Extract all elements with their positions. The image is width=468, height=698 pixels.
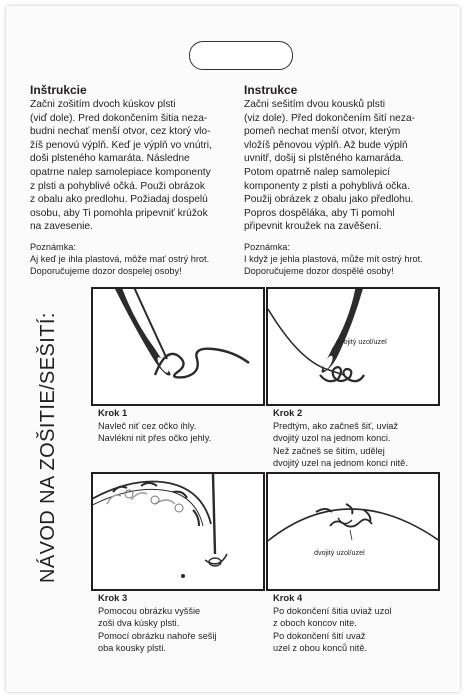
step-2	[273, 407, 448, 469]
instructions-heading-sk: Inštrukcie	[30, 83, 87, 97]
instructions-body-sk: Začni zošitím dvoch kúskov plsti (viď dole). Pred dokončením šitia neza- budni nechať menší otvor, cez ktorý vlo- žíš penovú výplň. Keď je výplň vo vnútri, doši plsteného kamaráta. Následne opatrne nalep samolepiace komponenty z plsti a pohyblivé očká. Použi obrázok z obalu ako predlohu. Požiadaj dospelú osobu, aby Ti pomohla pripevniť krúžok na zavesenie.	[30, 99, 212, 233]
instructions-czech	[244, 83, 449, 278]
instructions-heading-cz: Instrukce	[244, 83, 298, 97]
step1-illustration	[91, 287, 265, 406]
step2-illustration	[266, 287, 440, 406]
needle-threading-icon	[93, 289, 263, 404]
step-2-text: Predtým, ako začneš šiť, uviaž dvojitý uzol na jednom konci. Než začneš se šitím, udělej dvojitý uzel na jednom konci nitě.	[273, 421, 408, 468]
step-1	[98, 407, 273, 445]
note-text-cz: I když je jehla plastová, může mít ostrý hrot. Doporučujeme dozor dospělé osoby!	[244, 253, 423, 277]
hang-hole	[189, 41, 293, 70]
finishing-knot-icon	[268, 474, 438, 589]
note-text-sk: Aj keď je ihla plastová, môže mať ostrý hrot. Doporučujeme dozor dospelej osoby!	[30, 253, 210, 277]
step4-illustration	[266, 472, 440, 591]
step-3	[98, 592, 273, 654]
double-knot-label: dvojitý uzol/uzel	[336, 337, 387, 346]
step-3-text: Pomocou obrázku vyššie zoši dva kúsky plsti. Pomocí obrázku nahoře sešij oba kousky plsti.	[98, 606, 217, 653]
step-3-title: Krok 3	[98, 592, 128, 603]
step-1-text: Navleč niť cez očko ihly. Navlékni nit přes očko jehly.	[98, 421, 212, 444]
note-label-sk: Poznámka:	[30, 241, 76, 252]
instructions-slovak	[30, 83, 235, 278]
instructions-body-cz: Začni sešitím dvou kousků plsti (viz dole). Před dokončením šití neza- pomeň nechat menší otvor, kterým vložíš pěnovou výplň. Až bude výplň uvnitř, došij si plstěného kamaráda. Potom opatrně nalep samolepicí komponenty z plsti a pohyblivá očka. Použij obrázek z obalu jako předlohu. Popros dospěláka, aby Ti pomohl připevnit kroužek na zavěšení.	[244, 99, 415, 233]
step-4-title: Krok 4	[273, 592, 303, 603]
finishing-knot-label: dvojitý uzol/uzel	[314, 548, 365, 557]
step-2-title: Krok 2	[273, 407, 303, 418]
step-4-text: Po dokončení šitia uviaž uzol z oboch koncov nite. Po dokončení šití uvaž uzel z obou konců nitě.	[273, 606, 392, 653]
step-1-title: Krok 1	[98, 407, 128, 418]
sewing-guide-title: NÁVOD NA ZOŠITIE/SEŠITÍ:	[37, 312, 59, 583]
step3-illustration	[91, 472, 265, 591]
step-4	[273, 592, 448, 654]
stitching-felt-icon	[93, 474, 263, 589]
needle-knot-icon	[268, 289, 438, 404]
note-label-cz: Poznámka:	[244, 241, 290, 252]
